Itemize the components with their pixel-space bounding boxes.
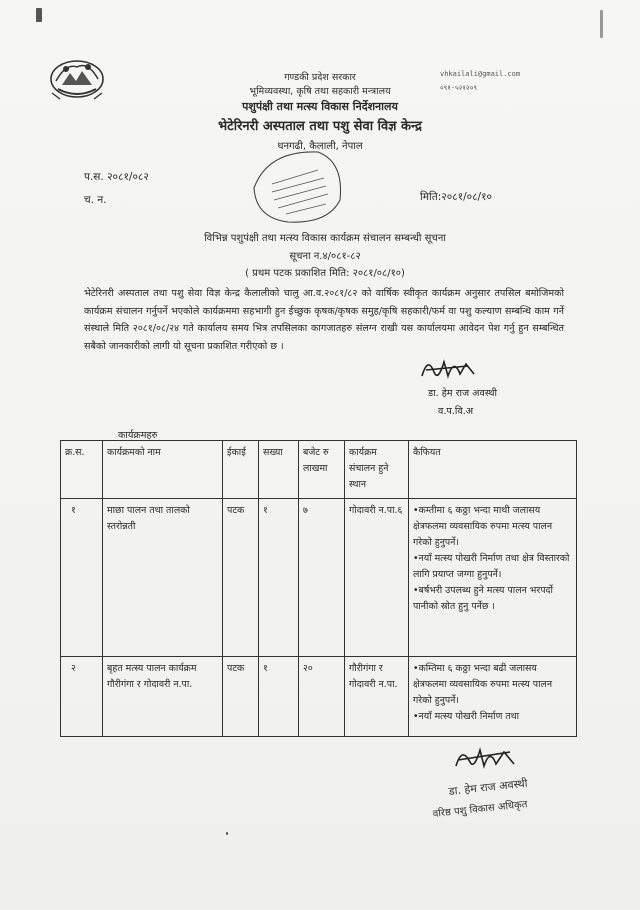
- government-emblem-icon: [48, 55, 106, 101]
- scan-speck: [226, 832, 228, 835]
- cell-remarks: [409, 499, 577, 657]
- signature-icon: [418, 352, 482, 384]
- office-stamp-icon: [248, 148, 344, 226]
- programs-label: कार्यक्रमहरु: [118, 430, 158, 441]
- issue-date: मिति:२०८१/०८/१०: [420, 191, 492, 203]
- cell-unit: पटक: [223, 657, 259, 737]
- dispatch-number: च. न.: [84, 194, 107, 206]
- cell-budget: २०: [299, 657, 345, 737]
- notice-subject: विभिन्न पशुपंक्षी तथा मत्स्य विकास कार्यक्रम संचालन सम्बन्धी सूचना: [204, 233, 446, 244]
- cell-quantity: १: [259, 657, 299, 737]
- notice-number: सूचना न.४/०८१-८२: [289, 251, 361, 262]
- header-serial: क्र.स.: [61, 441, 103, 499]
- remark-item: •बर्षभरी उपलब्ध हुने मत्स्य पालन भरपर्दो पानीको स्रोत हुनु पर्नेछ ।: [413, 585, 553, 612]
- letterhead-office: भेटेरिनरी अस्पताल तथा पशु सेवा विज्ञ केन्द्र: [218, 119, 422, 134]
- cell-location: गोदावरी न.पा.६: [345, 499, 409, 657]
- cell-location: गौरीगंगा र गोदावरी न.पा.: [345, 657, 409, 737]
- cell-budget: ७: [299, 499, 345, 657]
- cell-serial: २: [61, 657, 103, 737]
- notice-body: भेटेरिनरी अस्पताल तथा पशु सेवा विज्ञ केन्द्र कैलालीको चालु आ.व.२०८१/८२ को वार्षिक स्वीकृत कार्यक्रम अनुसार तपसिल बमोजिमको कार्यक्रम संचालन गर्नुपर्ने भएकोले कार्यक्रममा सहभागी हुन ईच्छुक कृषक/कृषक समुह/कृषि सहकारी/फर्म वा पशु कल्याण सम्बन्धि काम गर्ने संस्थाले मिति २०८१/०८/२४ गते कार्यालय समय भित्र तपसिलका कागजातहरु संलग्न राखी यस कार्यालयमा आवेदन पेश गर्नु हुन सम्बन्धित सबैको जानकारीको लागी यो सूचना प्रकाशित गरीएको छ ।: [84, 288, 564, 352]
- letterhead-province: गण्डकी प्रदेश सरकार: [284, 72, 356, 83]
- remark-item: •कम्तीमा ६ कठ्ठा भन्दा माथी जलासय क्षेत्रफलमा व्यवसायिक रुपमा मत्स्य पालन गरेको हुनुपर्ने।: [413, 505, 553, 548]
- header-budget: बजेट रु लाखमा: [299, 441, 345, 499]
- cell-unit: पटक: [223, 499, 259, 657]
- remark-item: •नयाँ मत्स्य पोखरी निर्माण तथा क्षेत्र विस्तारको लागि प्रयाप्त जग्गा हुनुपर्ने।: [413, 553, 570, 580]
- signature-name: डा. हेम राज अवस्थी: [448, 776, 529, 798]
- scan-speck: [36, 8, 42, 22]
- header-remarks: कैफियत: [409, 441, 577, 499]
- signature-title: वरिष्ठ पशु विकास अधिकृत: [432, 799, 529, 820]
- signature-icon: [452, 740, 522, 774]
- letterhead-address: धनगढी, कैलाली, नेपाल: [277, 141, 363, 152]
- cell-program-name: माछा पालन तथा तालको स्तरोन्नती: [103, 499, 223, 657]
- reference-number: प.स. २०८१/०८२: [84, 171, 149, 183]
- signatory-name: डा. हेम राज अवस्थी: [428, 388, 497, 399]
- remark-item: •नयाँ मत्स्य पोखरी निर्माण तथा: [413, 711, 520, 722]
- letterhead-directorate: पशुपंक्षी तथा मत्स्य विकास निर्देशनालय: [242, 100, 398, 113]
- header-location: कार्यक्रम संचालन हुने स्थान: [345, 441, 409, 499]
- cell-quantity: १: [259, 499, 299, 657]
- header-unit: ईकाई: [223, 441, 259, 499]
- letterhead-ministry: भूमिव्यवस्था, कृषि तथा सहकारी मन्त्रालय: [249, 86, 391, 97]
- first-published-date: ( प्रथम पटक प्रकाशित मिति: २०८१/०८/१०): [245, 268, 405, 279]
- scan-speck: [600, 10, 603, 38]
- programs-table: [60, 440, 577, 737]
- header-quantity: सख्या: [259, 441, 299, 499]
- cell-serial: १: [61, 499, 103, 657]
- cell-remarks: [409, 657, 577, 737]
- contact-email: vhkailali@gmail.com: [440, 70, 521, 78]
- table-header-row: [61, 441, 577, 499]
- contact-phone: ०९१-५२१२०९: [440, 84, 477, 92]
- table-row: [61, 499, 577, 657]
- remark-item: •कम्तिमा ६ कठ्ठा भन्दा बढी जलासय क्षेत्रफलमा व्यवसायिक रुपमा मत्स्य पालन गरेको हुनुपर्ने।: [413, 663, 553, 706]
- table-row: [61, 657, 577, 737]
- header-program-name: कार्यक्रमको नाम: [103, 441, 223, 499]
- cell-program-name: बृहत मत्स्य पालन कार्यक्रम गौरीगंगा र गोदावरी न.पा.: [103, 657, 223, 737]
- signatory-title: व.प.वि.अ: [438, 406, 474, 417]
